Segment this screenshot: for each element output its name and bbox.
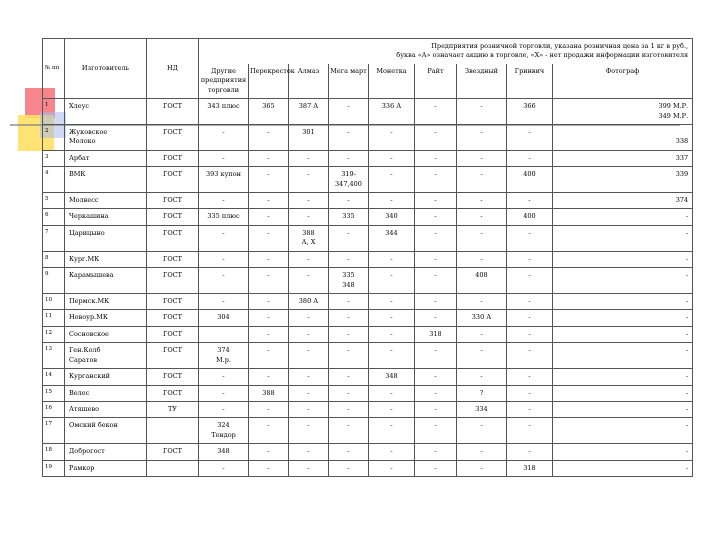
table-row	[43, 326, 693, 342]
price-cell: -	[329, 444, 369, 460]
price-cell: -	[289, 326, 329, 342]
price-cell: -	[369, 251, 415, 267]
price-cell: -	[369, 460, 415, 476]
price-cell: 340	[369, 209, 415, 225]
price-cell: 408	[457, 268, 507, 294]
price-cell: -	[369, 326, 415, 342]
row-number: 18	[43, 444, 65, 460]
price-cell: -	[457, 369, 507, 385]
price-cell: -	[369, 268, 415, 294]
price-cell: -	[289, 150, 329, 166]
price-cell: 400	[507, 167, 553, 193]
price-cell: -	[199, 251, 249, 267]
table-row	[43, 444, 693, 460]
price-cell: -	[507, 251, 553, 267]
store-header: Другие предприятия торговли	[199, 64, 249, 99]
price-cell: ?	[457, 385, 507, 401]
price-cell: -	[507, 193, 553, 209]
maker-cell: Омский бекон	[65, 418, 147, 444]
maker-cell: Велес	[65, 385, 147, 401]
price-cell: -	[369, 418, 415, 444]
price-cell: -	[329, 369, 369, 385]
price-cell: -	[457, 193, 507, 209]
price-cell: -	[369, 294, 415, 310]
price-cell: -	[415, 343, 457, 369]
price-cell: -	[507, 343, 553, 369]
price-cell: -	[457, 167, 507, 193]
price-cell: 319- 347,400	[329, 167, 369, 193]
row-number: 17	[43, 418, 65, 444]
row-number: 8	[43, 251, 65, 267]
table-row	[43, 225, 693, 251]
price-cell: 335 плюс	[199, 209, 249, 225]
price-cell: -	[415, 99, 457, 125]
price-cell: -	[369, 124, 415, 150]
nd-cell: ГОСТ	[147, 310, 199, 326]
price-cell: -	[249, 268, 289, 294]
price-cell: -	[507, 294, 553, 310]
price-cell: -	[329, 418, 369, 444]
price-cell: -	[553, 268, 693, 294]
price-cell: -	[415, 124, 457, 150]
price-cell: -	[415, 418, 457, 444]
nd-cell: ГОСТ	[147, 369, 199, 385]
price-cell: -	[329, 326, 369, 342]
price-cell: -	[415, 150, 457, 166]
price-cell: -	[289, 251, 329, 267]
table-title-line2: буква «А» означает акцию в торговле, «Х» - нет продажи информации изготовителя	[396, 51, 689, 60]
nd-cell: ГОСТ	[147, 294, 199, 310]
price-cell: -	[329, 385, 369, 401]
price-cell: 334	[457, 401, 507, 417]
price-cell: -	[289, 369, 329, 385]
price-cell: -	[369, 150, 415, 166]
maker-cell: Ген.Колб Саратов	[65, 343, 147, 369]
maker-cell: Царицыно	[65, 225, 147, 251]
price-cell: -	[369, 343, 415, 369]
price-cell: -	[553, 369, 693, 385]
store-header: Звездный	[457, 64, 507, 99]
price-cell: -	[249, 418, 289, 444]
price-cell: -	[289, 167, 329, 193]
store-header: Мега март	[329, 64, 369, 99]
price-cell: -	[199, 460, 249, 476]
price-cell	[199, 326, 249, 342]
nd-cell	[147, 460, 199, 476]
price-cell: 301	[289, 124, 329, 150]
row-number: 10	[43, 294, 65, 310]
table-title-line1: Предприятия розничной торговли, указана розничная цена за 1 кг в руб.,	[431, 42, 689, 50]
price-cell: -	[199, 401, 249, 417]
price-cell: -	[329, 225, 369, 251]
table-title	[199, 39, 693, 64]
price-cell: -	[415, 369, 457, 385]
col-header-num: № пп	[43, 39, 65, 99]
price-cell: -	[553, 326, 693, 342]
price-cell: 348	[369, 369, 415, 385]
table-row	[43, 460, 693, 476]
price-cell: -	[415, 167, 457, 193]
table-row	[43, 294, 693, 310]
price-cell: -	[457, 460, 507, 476]
price-cell: -	[507, 385, 553, 401]
price-cell: -	[369, 385, 415, 401]
nd-cell: ГОСТ	[147, 251, 199, 267]
price-cell: -	[369, 444, 415, 460]
price-cell: -	[507, 124, 553, 150]
price-cell: -	[289, 209, 329, 225]
nd-cell: ГОСТ	[147, 385, 199, 401]
maker-cell: ВМК	[65, 167, 147, 193]
price-cell: -	[415, 268, 457, 294]
maker-cell: Доброгост	[65, 444, 147, 460]
price-cell: -	[249, 124, 289, 150]
price-cell: 399 М.Р. 349 М.Р.	[553, 99, 693, 125]
row-number: 9	[43, 268, 65, 294]
price-cell: -	[289, 343, 329, 369]
price-cell: -	[457, 251, 507, 267]
price-cell: -	[415, 209, 457, 225]
price-cell: -	[199, 124, 249, 150]
price-cell: -	[199, 225, 249, 251]
maker-cell: Карамышева	[65, 268, 147, 294]
price-cell: -	[553, 385, 693, 401]
table-row	[43, 209, 693, 225]
nd-cell: ГОСТ	[147, 268, 199, 294]
price-cell: -	[507, 444, 553, 460]
price-cell: -	[457, 150, 507, 166]
price-cell: -	[249, 209, 289, 225]
price-cell: -	[329, 124, 369, 150]
price-cell: -	[289, 444, 329, 460]
maker-cell: Арбат	[65, 150, 147, 166]
price-cell: 393 купон	[199, 167, 249, 193]
nd-cell: ГОСТ	[147, 343, 199, 369]
price-cell: -	[289, 310, 329, 326]
price-cell: 318	[507, 460, 553, 476]
table-row	[43, 99, 693, 125]
price-cell: -	[249, 251, 289, 267]
price-cell: 324 Тендор	[199, 418, 249, 444]
table-row	[43, 268, 693, 294]
price-cell: -	[415, 460, 457, 476]
nd-cell: ГОСТ	[147, 326, 199, 342]
price-cell: -	[507, 225, 553, 251]
price-cell: -	[369, 167, 415, 193]
price-cell: -	[415, 401, 457, 417]
price-cell: -	[289, 385, 329, 401]
price-cell: -	[507, 418, 553, 444]
price-cell: -	[415, 251, 457, 267]
price-cell: -	[553, 401, 693, 417]
nd-cell: ГОСТ	[147, 99, 199, 125]
price-cell: 380 А	[289, 294, 329, 310]
price-cell: 388 А, Х	[289, 225, 329, 251]
table-row	[43, 310, 693, 326]
row-number: 6	[43, 209, 65, 225]
price-cell: -	[553, 294, 693, 310]
price-cell: -	[249, 369, 289, 385]
store-header: Райт	[415, 64, 457, 99]
price-cell: -	[369, 193, 415, 209]
price-cell: -	[249, 401, 289, 417]
table-row	[43, 369, 693, 385]
maker-cell: Пермск.МК	[65, 294, 147, 310]
price-cell: 337	[553, 150, 693, 166]
price-cell: -	[199, 385, 249, 401]
price-cell: -	[507, 369, 553, 385]
price-cell: -	[329, 401, 369, 417]
price-cell: -	[507, 326, 553, 342]
maker-cell: Молвесс	[65, 193, 147, 209]
col-header-maker: Изготовитель	[65, 39, 147, 99]
price-cell: 318	[415, 326, 457, 342]
row-number: 7	[43, 225, 65, 251]
price-cell: -	[249, 193, 289, 209]
price-cell: -	[249, 225, 289, 251]
price-cell: -	[289, 268, 329, 294]
store-header: Перекресток	[249, 64, 289, 99]
price-cell: 335 348	[329, 268, 369, 294]
price-cell: 335	[329, 209, 369, 225]
nd-cell: ТУ	[147, 401, 199, 417]
price-cell: -	[329, 251, 369, 267]
table-row	[43, 167, 693, 193]
price-cell: -	[329, 193, 369, 209]
row-number: 15	[43, 385, 65, 401]
price-cell: -	[457, 418, 507, 444]
maker-cell: Новоур.МК	[65, 310, 147, 326]
row-number: 4	[43, 167, 65, 193]
price-cell: -	[329, 343, 369, 369]
row-number: 13	[43, 343, 65, 369]
maker-cell: Атяшево	[65, 401, 147, 417]
price-cell: -	[249, 167, 289, 193]
table-row	[43, 193, 693, 209]
price-cell: -	[553, 209, 693, 225]
price-cell: -	[415, 444, 457, 460]
price-cell: -	[289, 193, 329, 209]
price-cell: 374	[553, 193, 693, 209]
price-cell: -	[289, 418, 329, 444]
price-cell: -	[249, 444, 289, 460]
price-table	[42, 38, 693, 477]
price-cell: -	[457, 99, 507, 125]
maker-cell: Хлеус	[65, 99, 147, 125]
nd-cell: ГОСТ	[147, 167, 199, 193]
price-cell: -	[249, 343, 289, 369]
price-cell: 388	[249, 385, 289, 401]
price-cell: -	[553, 460, 693, 476]
price-cell: -	[329, 150, 369, 166]
price-cell: -	[289, 401, 329, 417]
price-cell: -	[553, 444, 693, 460]
price-cell: 348	[199, 444, 249, 460]
price-cell: -	[415, 294, 457, 310]
price-cell: -	[329, 310, 369, 326]
price-cell: -	[415, 193, 457, 209]
row-number: 1	[43, 99, 65, 125]
price-cell: -	[199, 268, 249, 294]
price-cell: 339	[553, 167, 693, 193]
maker-cell: Черкашина	[65, 209, 147, 225]
table-row	[43, 124, 693, 150]
price-cell: -	[249, 150, 289, 166]
price-cell: -	[553, 225, 693, 251]
price-cell: -	[415, 225, 457, 251]
store-header: Алмаз	[289, 64, 329, 99]
price-cell: -	[457, 343, 507, 369]
price-cell: -	[415, 385, 457, 401]
price-cell: 366	[507, 99, 553, 125]
store-header: Фотограф	[553, 64, 693, 99]
price-cell: -	[457, 124, 507, 150]
price-cell: -	[249, 326, 289, 342]
maker-cell: Рамкор	[65, 460, 147, 476]
price-cell: -	[199, 369, 249, 385]
maker-cell: Кург.МК	[65, 251, 147, 267]
price-cell: -	[369, 401, 415, 417]
price-cell: 400	[507, 209, 553, 225]
price-cell: 336 А	[369, 99, 415, 125]
price-cell: -	[553, 251, 693, 267]
row-number: 2	[43, 124, 65, 150]
maker-cell: Сосновское	[65, 326, 147, 342]
maker-cell: Курганский	[65, 369, 147, 385]
price-cell: -	[369, 310, 415, 326]
price-cell: -	[553, 310, 693, 326]
price-cell: -	[329, 99, 369, 125]
price-cell: 344	[369, 225, 415, 251]
table-row	[43, 251, 693, 267]
price-cell: -	[199, 150, 249, 166]
price-cell: -	[457, 444, 507, 460]
price-cell: 374 М.р.	[199, 343, 249, 369]
price-cell: -	[507, 268, 553, 294]
price-cell: -	[199, 193, 249, 209]
price-cell: -	[553, 343, 693, 369]
row-number: 12	[43, 326, 65, 342]
row-number: 11	[43, 310, 65, 326]
row-number: 16	[43, 401, 65, 417]
price-cell: -	[507, 150, 553, 166]
store-header: Гринвич	[507, 64, 553, 99]
price-cell: 338	[553, 124, 693, 150]
row-number: 14	[43, 369, 65, 385]
price-cell: -	[457, 225, 507, 251]
row-number: 19	[43, 460, 65, 476]
price-cell: -	[507, 401, 553, 417]
price-cell: -	[553, 418, 693, 444]
price-cell: -	[199, 294, 249, 310]
col-header-nd: НД	[147, 39, 199, 99]
table-row	[43, 401, 693, 417]
nd-cell: ГОСТ	[147, 209, 199, 225]
maker-cell: Жуковское Молоко	[65, 124, 147, 150]
price-cell: -	[289, 460, 329, 476]
nd-cell: ГОСТ	[147, 124, 199, 150]
price-cell: 387 А	[289, 99, 329, 125]
nd-cell: ГОСТ	[147, 444, 199, 460]
row-number: 3	[43, 150, 65, 166]
price-cell: -	[457, 294, 507, 310]
price-cell: 304	[199, 310, 249, 326]
nd-cell: ГОСТ	[147, 193, 199, 209]
price-cell: 330 А	[457, 310, 507, 326]
price-cell: -	[415, 310, 457, 326]
price-cell: -	[249, 310, 289, 326]
nd-cell	[147, 418, 199, 444]
nd-cell: ГОСТ	[147, 150, 199, 166]
header-row-title	[43, 39, 693, 64]
price-cell: -	[457, 209, 507, 225]
price-cell: -	[249, 460, 289, 476]
price-cell: -	[507, 310, 553, 326]
price-cell: 343 плюс	[199, 99, 249, 125]
row-number: 5	[43, 193, 65, 209]
price-cell: 365	[249, 99, 289, 125]
table-row	[43, 150, 693, 166]
table-row	[43, 343, 693, 369]
table-body	[43, 99, 693, 477]
nd-cell: ГОСТ	[147, 225, 199, 251]
table-row	[43, 418, 693, 444]
price-cell: -	[329, 460, 369, 476]
price-cell: -	[457, 326, 507, 342]
table-row	[43, 385, 693, 401]
store-header: Монетка	[369, 64, 415, 99]
price-cell: -	[249, 294, 289, 310]
price-cell: -	[329, 294, 369, 310]
